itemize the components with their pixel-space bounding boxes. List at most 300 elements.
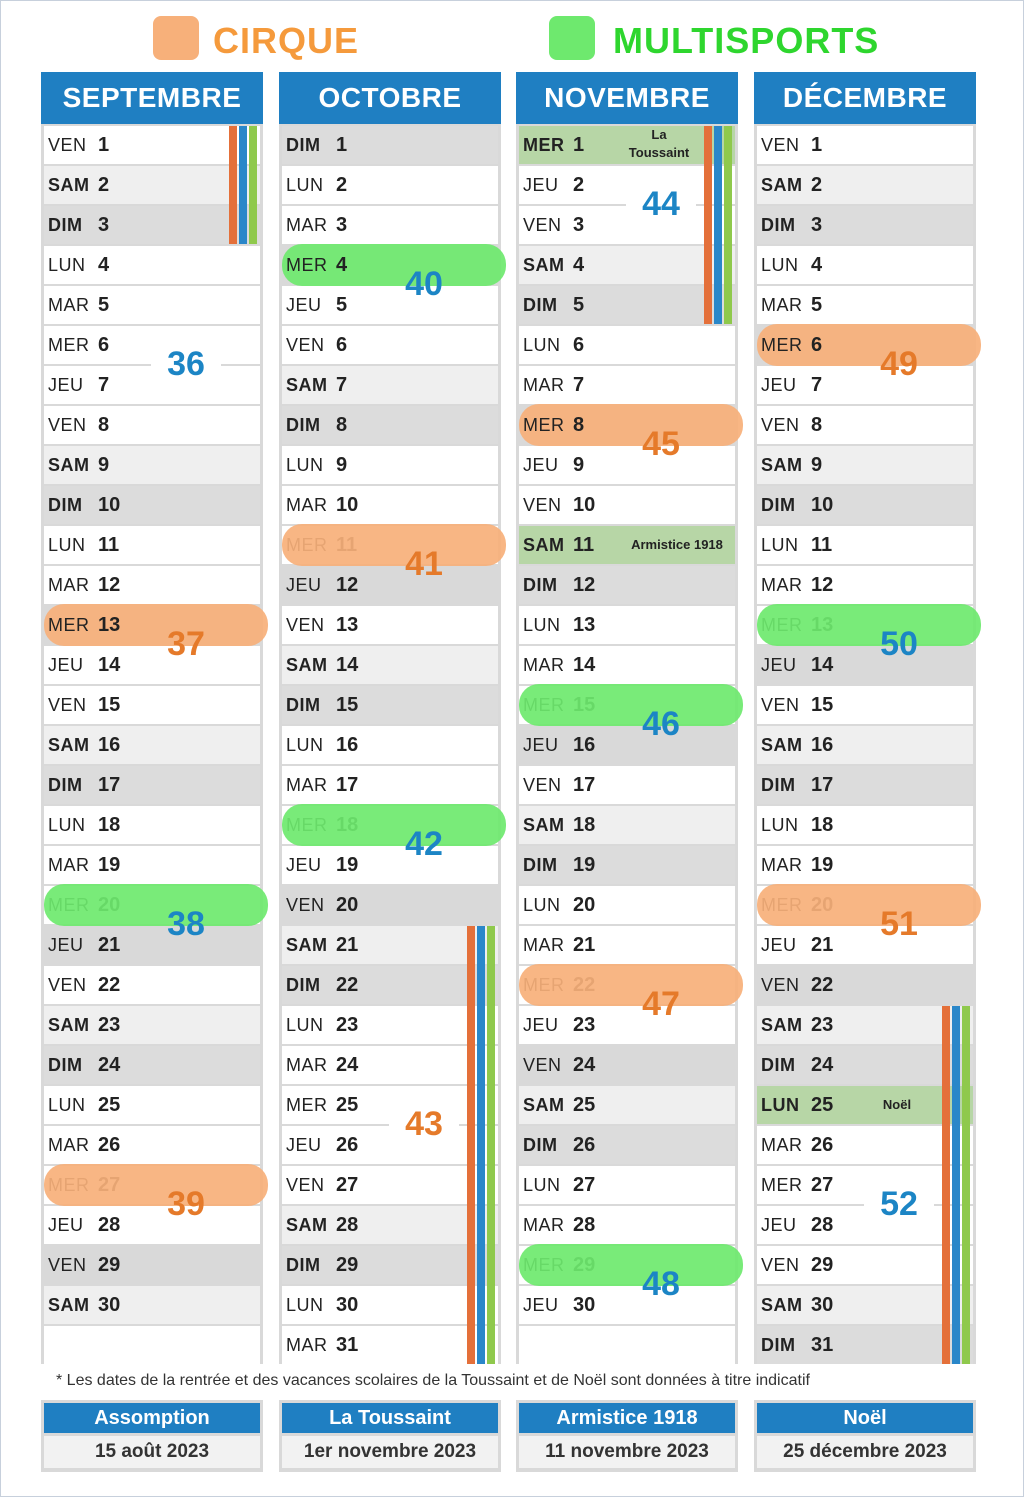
day-name: JEU: [48, 654, 84, 675]
day-row: [282, 126, 498, 164]
footnote: * Les dates de la rentrée et des vacances scolaires de la Toussaint et de Noël sont données à titre indicatif: [56, 1372, 810, 1389]
day-row: [44, 1046, 260, 1084]
day-row: [519, 246, 735, 284]
holiday-box-toussaint: [279, 1400, 501, 1472]
day-name: MAR: [761, 854, 803, 875]
day-name: SAM: [523, 1094, 565, 1115]
day-row: [519, 846, 735, 884]
day-number: 20: [336, 893, 359, 916]
day-number: 24: [98, 1053, 121, 1076]
day-name: SAM: [48, 454, 90, 475]
day-number: 8: [811, 413, 823, 436]
month-december: [754, 72, 976, 1364]
day-number: 8: [98, 413, 110, 436]
day-row: [519, 286, 735, 324]
day-row: [282, 686, 498, 724]
day-name: DIM: [48, 494, 83, 515]
day-number: 3: [811, 213, 823, 236]
day-row: [44, 126, 260, 164]
day-name: JEU: [761, 654, 797, 675]
day-name: MER: [761, 334, 803, 355]
day-number: 1: [573, 133, 585, 156]
day-name: SAM: [761, 454, 803, 475]
month-title: NOVEMBRE: [516, 72, 738, 124]
day-name: SAM: [761, 734, 803, 755]
day-name: VEN: [48, 414, 87, 435]
cirque-legend-label: CIRQUE: [213, 20, 360, 61]
day-number: 7: [336, 373, 348, 396]
day-name: LUN: [286, 454, 324, 475]
day-number: 29: [811, 1253, 834, 1276]
day-name: MAR: [761, 1134, 803, 1155]
day-name: SAM: [761, 1294, 803, 1315]
week-number: 42: [405, 825, 443, 863]
week-number: 40: [405, 265, 443, 303]
day-name: MER: [523, 414, 565, 435]
day-row: [757, 486, 973, 524]
day-number: 17: [573, 773, 596, 796]
day-row: [757, 166, 973, 204]
day-name: DIM: [523, 294, 558, 315]
holiday-title: Armistice 1918: [519, 1403, 735, 1433]
day-number: 4: [811, 253, 823, 276]
day-name: MAR: [523, 654, 565, 675]
day-name: LUN: [761, 1094, 800, 1115]
day-number: 17: [811, 773, 834, 796]
day-number: 6: [98, 333, 110, 356]
day-number: 16: [336, 733, 359, 756]
day-number: 21: [98, 933, 121, 956]
day-name: SAM: [761, 1014, 803, 1035]
day-number: 3: [336, 213, 348, 236]
day-row: [519, 1126, 735, 1164]
day-row: [757, 406, 973, 444]
day-row: [282, 486, 498, 524]
day-number: 24: [573, 1053, 596, 1076]
day-row: [44, 1286, 260, 1324]
day-row: [44, 566, 260, 604]
day-number: 16: [98, 733, 121, 756]
day-name: DIM: [761, 1054, 796, 1075]
day-name: MAR: [761, 294, 803, 315]
day-name: SAM: [48, 174, 90, 195]
day-number: 19: [336, 853, 359, 876]
day-row: [757, 1286, 973, 1324]
day-name: JEU: [523, 454, 559, 475]
day-row: [44, 1246, 260, 1284]
day-number: 27: [336, 1173, 359, 1196]
day-number: 19: [811, 853, 834, 876]
day-name: JEU: [761, 374, 797, 395]
day-row: [282, 1166, 498, 1204]
day-number: 18: [573, 813, 596, 836]
day-name: MAR: [48, 294, 90, 315]
day-number: 10: [573, 493, 596, 516]
day-row: [282, 406, 498, 444]
week-number: 36: [151, 346, 221, 382]
day-name: LUN: [523, 894, 561, 915]
multisports-legend-label: MULTISPORTS: [613, 20, 880, 61]
holiday-box-armistice: [516, 1400, 738, 1472]
day-number: 18: [811, 813, 834, 836]
week-number: 52: [864, 1186, 934, 1222]
day-name: DIM: [286, 134, 321, 155]
day-name: VEN: [48, 1254, 87, 1275]
day-name: LUN: [48, 534, 86, 555]
day-name: JEU: [286, 294, 322, 315]
day-name: VEN: [523, 494, 562, 515]
day-number: 12: [98, 573, 121, 596]
day-number: 5: [336, 293, 348, 316]
day-number: 4: [336, 253, 348, 276]
day-row: [519, 1046, 735, 1084]
day-number: 1: [98, 133, 110, 156]
day-name: MER: [286, 1094, 328, 1115]
day-row: [519, 1206, 735, 1244]
vacation-bar: [229, 126, 237, 244]
day-number: 22: [98, 973, 121, 996]
day-name: DIM: [761, 1334, 796, 1355]
day-name: SAM: [286, 1214, 328, 1235]
day-row: [282, 166, 498, 204]
month-title: OCTOBRE: [279, 72, 501, 124]
week-number: 48: [642, 1265, 680, 1303]
day-row: [282, 1006, 498, 1044]
day-name: DIM: [761, 494, 796, 515]
day-row: [44, 846, 260, 884]
day-number: 16: [811, 733, 834, 756]
day-name: MER: [48, 334, 90, 355]
month-title: DÉCEMBRE: [754, 72, 976, 124]
day-row: [519, 566, 735, 604]
day-row: [282, 206, 498, 244]
day-name: JEU: [523, 174, 559, 195]
day-number: 11: [98, 533, 120, 556]
day-row: [757, 1086, 973, 1124]
day-row: [757, 566, 973, 604]
week-number: 37: [167, 625, 205, 663]
day-row: [44, 726, 260, 764]
holiday-box-assomption: [41, 1400, 263, 1472]
day-row: [282, 926, 498, 964]
week-number: 43: [389, 1106, 459, 1142]
holiday-box-noel: [754, 1400, 976, 1472]
holiday-date: 11 novembre 2023: [519, 1436, 735, 1468]
day-row: [44, 1006, 260, 1044]
day-number: 5: [98, 293, 110, 316]
day-number: 30: [336, 1293, 359, 1316]
day-name: JEU: [523, 734, 559, 755]
day-number: 3: [98, 213, 110, 236]
day-number: 27: [811, 1173, 834, 1196]
day-row: [282, 1046, 498, 1084]
day-name: VEN: [761, 134, 800, 155]
day-number: 22: [811, 973, 834, 996]
day-name: VEN: [286, 1174, 325, 1195]
day-number: 5: [811, 293, 823, 316]
day-name: JEU: [761, 934, 797, 955]
day-number: 26: [811, 1133, 834, 1156]
day-name: VEN: [761, 1254, 800, 1275]
day-row: [282, 886, 498, 924]
day-name: SAM: [286, 654, 328, 675]
day-number: 14: [98, 653, 121, 676]
day-name: DIM: [523, 1134, 558, 1155]
holiday-date: 15 août 2023: [44, 1436, 260, 1468]
day-number: 9: [811, 453, 823, 476]
day-row: [44, 446, 260, 484]
day-name: MAR: [286, 1054, 328, 1075]
day-name: DIM: [523, 854, 558, 875]
day-name: MAR: [523, 1214, 565, 1235]
vacation-bar: [962, 1006, 970, 1364]
day-name: LUN: [286, 1294, 324, 1315]
day-name: SAM: [48, 1014, 90, 1035]
day-row: [44, 286, 260, 324]
day-number: 7: [573, 373, 585, 396]
day-row: [519, 806, 735, 844]
day-name: MER: [48, 614, 90, 635]
day-number: 26: [98, 1133, 121, 1156]
day-name: MAR: [286, 1334, 328, 1355]
day-row: [519, 526, 735, 564]
day-name: DIM: [523, 574, 558, 595]
month-title: SEPTEMBRE: [41, 72, 263, 124]
day-number: 17: [336, 773, 359, 796]
day-name: JEU: [48, 934, 84, 955]
day-name: LUN: [48, 254, 86, 275]
vacation-bar: [704, 126, 712, 324]
day-row: [757, 686, 973, 724]
empty-row: [519, 1326, 735, 1364]
day-name: VEN: [761, 414, 800, 435]
day-number: 10: [336, 493, 359, 516]
day-number: 29: [336, 1253, 359, 1276]
day-row: [757, 446, 973, 484]
day-number: 25: [811, 1093, 834, 1116]
day-number: 21: [336, 933, 359, 956]
day-name: SAM: [286, 934, 328, 955]
day-name: LUN: [286, 1014, 324, 1035]
day-name: VEN: [48, 974, 87, 995]
cirque-swatch: [153, 16, 199, 60]
day-number: 25: [336, 1093, 359, 1116]
day-number: 10: [811, 493, 834, 516]
day-number: 6: [573, 333, 585, 356]
day-number: 12: [336, 573, 359, 596]
holiday-title: La Toussaint: [282, 1403, 498, 1433]
day-row: [757, 286, 973, 324]
day-name: MER: [523, 134, 565, 155]
day-row: [757, 126, 973, 164]
day-name: VEN: [48, 694, 87, 715]
day-row: [519, 326, 735, 364]
day-row: [282, 966, 498, 1004]
day-number: 9: [98, 453, 110, 476]
day-number: 2: [811, 173, 823, 196]
vacation-bar: [467, 926, 475, 1364]
day-number: 26: [573, 1133, 596, 1156]
day-number: 9: [573, 453, 585, 476]
holiday-note-line: Toussaint: [628, 145, 690, 160]
day-name: SAM: [523, 814, 565, 835]
day-number: 13: [98, 613, 121, 636]
day-name: LUN: [761, 814, 799, 835]
day-row: [519, 1086, 735, 1124]
day-row: [44, 1086, 260, 1124]
day-number: 2: [336, 173, 348, 196]
day-row: [757, 1006, 973, 1044]
day-name: LUN: [286, 734, 324, 755]
day-row: [519, 606, 735, 644]
day-row: [757, 846, 973, 884]
day-number: 28: [811, 1213, 834, 1236]
holiday-date: 1er novembre 2023: [282, 1436, 498, 1468]
day-number: 17: [98, 773, 121, 796]
day-number: 15: [811, 693, 834, 716]
vacation-bar: [249, 126, 257, 244]
day-name: JEU: [761, 1214, 797, 1235]
holiday-note: [619, 126, 699, 162]
day-number: 29: [98, 1253, 121, 1276]
day-number: 15: [336, 693, 359, 716]
month-september: [41, 72, 263, 1364]
day-name: MAR: [48, 574, 90, 595]
day-number: 7: [811, 373, 823, 396]
day-name: VEN: [286, 894, 325, 915]
day-number: 23: [573, 1013, 596, 1036]
month-november: [516, 72, 738, 1364]
day-row: [757, 806, 973, 844]
day-row: [757, 766, 973, 804]
day-row: [282, 366, 498, 404]
day-name: SAM: [761, 174, 803, 195]
day-name: DIM: [761, 774, 796, 795]
day-row: [44, 486, 260, 524]
day-number: 14: [336, 653, 359, 676]
vacation-bar: [942, 1006, 950, 1364]
day-name: DIM: [761, 214, 796, 235]
holiday-title: Assomption: [44, 1403, 260, 1433]
day-row: [282, 446, 498, 484]
week-number: 46: [642, 705, 680, 743]
day-number: 6: [811, 333, 823, 356]
day-name: VEN: [523, 1054, 562, 1075]
day-number: 23: [336, 1013, 359, 1036]
day-name: LUN: [761, 534, 799, 555]
day-number: 1: [811, 133, 823, 156]
day-number: 22: [336, 973, 359, 996]
day-number: 28: [98, 1213, 121, 1236]
day-row: [519, 766, 735, 804]
day-name: LUN: [523, 334, 561, 355]
day-name: DIM: [286, 694, 321, 715]
week-number: 45: [642, 425, 680, 463]
day-name: MAR: [286, 774, 328, 795]
day-name: LUN: [523, 1174, 561, 1195]
week-number: 47: [642, 985, 680, 1023]
holiday-note: Armistice 1918: [631, 537, 723, 552]
day-name: VEN: [48, 134, 87, 155]
empty-row: [44, 1326, 260, 1364]
day-row: [44, 526, 260, 564]
day-number: 9: [336, 453, 348, 476]
day-number: 28: [573, 1213, 596, 1236]
day-number: 26: [336, 1133, 359, 1156]
day-name: DIM: [286, 974, 321, 995]
day-number: 15: [98, 693, 121, 716]
vacation-bar: [714, 126, 722, 324]
day-name: JEU: [48, 1214, 84, 1235]
day-row: [44, 246, 260, 284]
day-row: [44, 766, 260, 804]
day-name: VEN: [523, 214, 562, 235]
day-number: 23: [811, 1013, 834, 1036]
day-number: 8: [336, 413, 348, 436]
day-number: 13: [336, 613, 359, 636]
day-name: MAR: [761, 574, 803, 595]
day-number: 14: [573, 653, 596, 676]
day-number: 1: [336, 133, 348, 156]
day-name: SAM: [48, 1294, 90, 1315]
day-row: [282, 726, 498, 764]
day-name: VEN: [286, 614, 325, 635]
vacation-bar: [724, 126, 732, 324]
day-name: LUN: [48, 1094, 86, 1115]
week-number: 49: [880, 345, 918, 383]
day-row: [44, 966, 260, 1004]
day-row: [519, 926, 735, 964]
week-number: 39: [167, 1185, 205, 1223]
day-number: 30: [573, 1293, 596, 1316]
day-row: [282, 326, 498, 364]
day-row: [282, 1286, 498, 1324]
day-row: [757, 206, 973, 244]
day-name: LUN: [48, 814, 86, 835]
day-name: VEN: [761, 694, 800, 715]
day-number: 8: [573, 413, 585, 436]
day-name: SAM: [48, 734, 90, 755]
day-row: [519, 886, 735, 924]
day-number: 24: [811, 1053, 834, 1076]
day-number: 3: [573, 213, 585, 236]
day-number: 5: [573, 293, 585, 316]
day-number: 30: [811, 1293, 834, 1316]
day-number: 19: [573, 853, 596, 876]
day-name: JEU: [286, 854, 322, 875]
day-row: [44, 166, 260, 204]
holiday-note: Noël: [882, 1097, 912, 1112]
holiday-title: Noël: [757, 1403, 973, 1433]
day-row: [282, 1246, 498, 1284]
day-name: LUN: [761, 254, 799, 275]
week-number: 38: [167, 905, 205, 943]
week-number: 50: [880, 625, 918, 663]
day-row: [282, 766, 498, 804]
month-october: [279, 72, 501, 1364]
day-number: 11: [811, 533, 833, 556]
day-number: 19: [98, 853, 121, 876]
day-number: 31: [336, 1333, 359, 1356]
day-name: SAM: [286, 374, 328, 395]
day-name: MAR: [48, 854, 90, 875]
day-number: 31: [811, 1333, 834, 1356]
day-number: 2: [573, 173, 585, 196]
day-row: [519, 366, 735, 404]
day-number: 21: [573, 933, 596, 956]
day-row: [757, 1046, 973, 1084]
day-name: VEN: [523, 774, 562, 795]
